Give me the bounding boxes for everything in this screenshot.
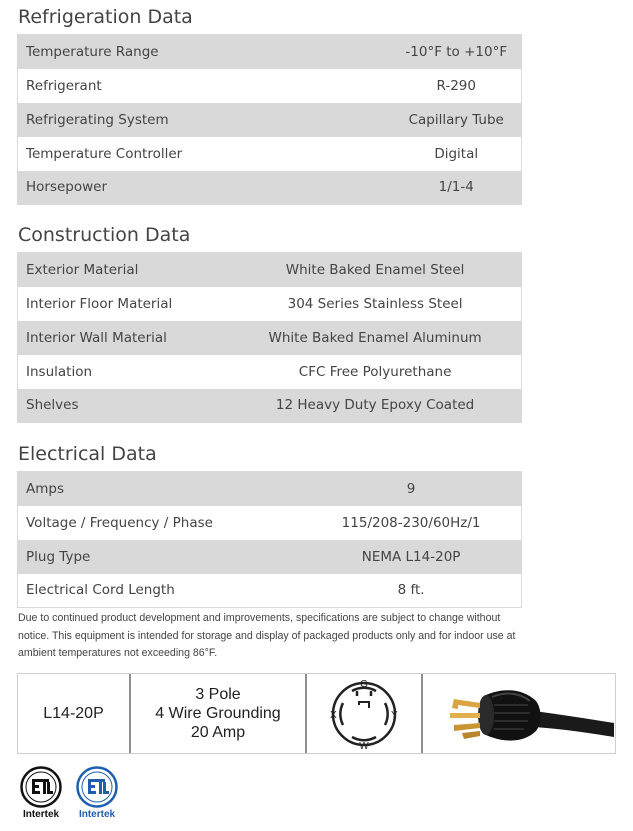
plug-model: L14-20P	[43, 704, 104, 722]
table-row	[18, 103, 522, 137]
table-row	[18, 472, 522, 506]
spec-label: Interior Floor Material	[18, 287, 230, 321]
etl-listed-logo	[18, 766, 64, 820]
etl-sanitation-icon	[76, 766, 118, 808]
table-row	[18, 69, 522, 103]
spec-value: Capillary Tube	[270, 103, 522, 137]
spec-value: -10°F to +10°F	[270, 35, 522, 69]
plug-description	[129, 674, 305, 753]
spec-value: White Baked Enamel Steel	[229, 253, 521, 287]
spec-value: 1/1-4	[270, 171, 522, 205]
disclaimer-text: Due to continued product development and improvements, specifications are subject to change without notice. This equipment is intended for storage and display of packaged products only and for indoor use at ambient temperatures not exceeding 86°F.	[18, 612, 516, 659]
plug-diagram	[305, 674, 421, 753]
construction-table	[17, 252, 522, 423]
table-row	[18, 574, 522, 608]
spec-value: CFC Free Polyurethane	[229, 355, 521, 389]
spec-label: Temperature Controller	[18, 137, 270, 171]
pin-w-label: W	[359, 740, 369, 752]
spec-label: Voltage / Frequency / Phase	[18, 506, 230, 540]
spec-value: 9	[229, 472, 521, 506]
certification-label: Intertek	[78, 809, 116, 820]
table-row	[18, 287, 522, 321]
spec-label: Shelves	[18, 389, 230, 423]
spec-label: Refrigerating System	[18, 103, 270, 137]
table-row	[18, 253, 522, 287]
plug-pole-count: 3 Pole	[195, 686, 241, 703]
spec-value: NEMA L14-20P	[229, 540, 521, 574]
pin-y-label: Y	[391, 709, 398, 721]
spec-value: 12 Heavy Duty Epoxy Coated	[229, 389, 521, 423]
electrical-table	[17, 471, 522, 608]
spec-label: Amps	[18, 472, 230, 506]
spec-label: Insulation	[18, 355, 230, 389]
table-row	[18, 171, 522, 205]
electrical-title: Electrical Data	[18, 443, 157, 465]
plug-info-strip	[17, 673, 616, 754]
plug-wiring: 4 Wire Grounding	[155, 705, 281, 722]
spec-value: White Baked Enamel Aluminum	[229, 321, 521, 355]
refrigeration-title: Refrigeration Data	[18, 6, 193, 28]
certification-logos	[18, 766, 120, 820]
table-row	[18, 389, 522, 423]
construction-title: Construction Data	[18, 224, 191, 246]
pin-g-label: G	[360, 678, 368, 690]
spec-label: Refrigerant	[18, 69, 270, 103]
refrigeration-table	[17, 34, 522, 205]
table-row	[18, 506, 522, 540]
plug-photo	[421, 674, 615, 753]
spec-label: Exterior Material	[18, 253, 230, 287]
spec-label: Temperature Range	[18, 35, 270, 69]
nema-receptacle-icon	[325, 675, 403, 753]
plug-image-icon	[424, 675, 614, 753]
table-row	[18, 540, 522, 574]
spec-value: R-290	[270, 69, 522, 103]
table-row	[18, 355, 522, 389]
spec-value: 304 Series Stainless Steel	[229, 287, 521, 321]
etl-listed-icon	[20, 766, 62, 808]
spec-label: Plug Type	[18, 540, 230, 574]
plug-amperage: 20 Amp	[190, 724, 246, 741]
pin-x-label: X	[330, 709, 337, 721]
table-row	[18, 321, 522, 355]
spec-label: Horsepower	[18, 171, 270, 205]
spec-label: Electrical Cord Length	[18, 574, 230, 608]
table-row	[18, 137, 522, 171]
spec-value: Digital	[270, 137, 522, 171]
certification-label: Intertek	[22, 809, 60, 820]
spec-value: 8 ft.	[229, 574, 521, 608]
spec-value: 115/208-230/60Hz/1	[229, 506, 521, 540]
table-row	[18, 35, 522, 69]
etl-sanitation-logo	[74, 766, 120, 820]
spec-label: Interior Wall Material	[18, 321, 230, 355]
